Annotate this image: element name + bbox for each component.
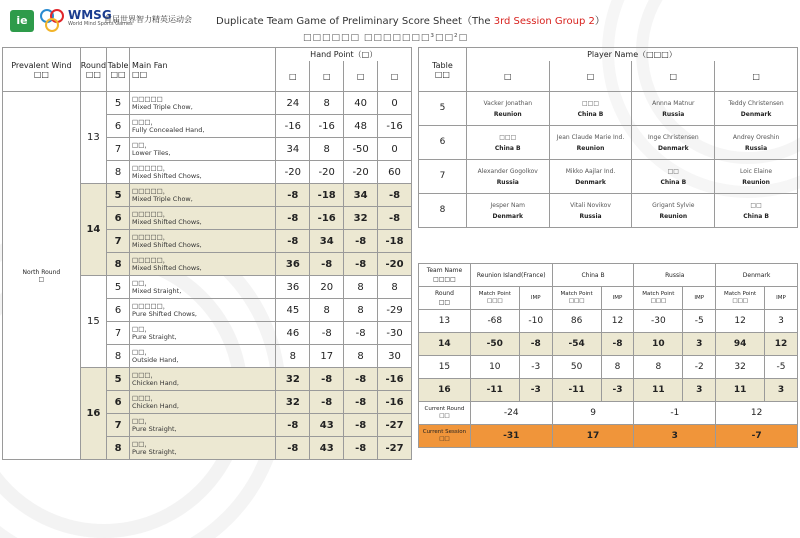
table-number: 6 bbox=[107, 391, 130, 414]
player-row bbox=[419, 194, 798, 228]
current-session-value: -7 bbox=[716, 425, 798, 448]
imp-value: -5 bbox=[765, 356, 798, 379]
imp-value: 12 bbox=[765, 333, 798, 356]
table-number: 7 bbox=[107, 138, 130, 161]
hand-point: -8 bbox=[276, 414, 310, 437]
player-country: Denmark bbox=[575, 178, 606, 186]
match-point-value: -11 bbox=[470, 379, 519, 402]
player-country: Denmark bbox=[658, 144, 689, 152]
hand-point: 60 bbox=[378, 161, 412, 184]
header-table: Table □□ bbox=[107, 48, 130, 92]
team-score-table bbox=[418, 263, 798, 448]
player-cell bbox=[466, 126, 549, 160]
player-name: Vacker Jonathan bbox=[483, 99, 532, 107]
player-country: Reunion bbox=[493, 110, 522, 118]
hand-point: 34 bbox=[344, 184, 378, 207]
imp-value: 3 bbox=[683, 333, 716, 356]
player-header-table: Table □□ bbox=[419, 48, 467, 92]
team-name-denmark: Denmark bbox=[716, 264, 798, 287]
hand-point: 34 bbox=[310, 230, 344, 253]
imp-header: IMP bbox=[519, 287, 552, 310]
match-point-value: 94 bbox=[716, 333, 765, 356]
player-cell bbox=[549, 92, 632, 126]
player-cell bbox=[466, 92, 549, 126]
hand-point: 8 bbox=[344, 276, 378, 299]
match-point-value: 8 bbox=[634, 356, 683, 379]
round-number: 14 bbox=[80, 184, 106, 276]
imp-value: -2 bbox=[683, 356, 716, 379]
player-header-south: □ bbox=[549, 61, 632, 92]
player-table-number: 8 bbox=[419, 194, 467, 228]
score-round-label: Round □□ bbox=[419, 287, 471, 310]
header-wind-east: □ bbox=[276, 61, 310, 92]
player-cell bbox=[715, 160, 798, 194]
hand-point: 8 bbox=[276, 345, 310, 368]
player-name: Loic Elaine bbox=[740, 167, 773, 175]
current-round-value: 12 bbox=[716, 402, 798, 425]
hand-point: 0 bbox=[378, 138, 412, 161]
score-round-number: 14 bbox=[419, 333, 471, 356]
page-header bbox=[0, 0, 800, 46]
team-name-russia: Russia bbox=[634, 264, 716, 287]
header-wind-north: □ bbox=[378, 61, 412, 92]
imp-value: 3 bbox=[765, 310, 798, 333]
table-number: 7 bbox=[107, 230, 130, 253]
page-subtitle: □□□□□□ □□□□□□□³□□²□ bbox=[303, 33, 469, 43]
organizer-name: 首届世界智力精英运动会 bbox=[104, 15, 192, 24]
player-cell bbox=[715, 194, 798, 228]
player-name: □□□ bbox=[582, 99, 600, 107]
player-name: □□ bbox=[667, 167, 679, 175]
match-point-value: -54 bbox=[552, 333, 601, 356]
table-number: 8 bbox=[107, 253, 130, 276]
main-fan: □□□， Fully Concealed Hand, bbox=[130, 115, 276, 138]
player-country: China B bbox=[660, 178, 687, 186]
player-name: □□ bbox=[750, 201, 762, 209]
score-row bbox=[419, 333, 798, 356]
hand-point: 43 bbox=[310, 437, 344, 460]
hand-point: 8 bbox=[310, 299, 344, 322]
table-number: 6 bbox=[107, 299, 130, 322]
main-fan: □□□， Chicken Hand, bbox=[130, 368, 276, 391]
player-name: Mikko Aajlar Ind. bbox=[565, 167, 616, 175]
table-number: 6 bbox=[107, 207, 130, 230]
imp-value: -3 bbox=[519, 356, 552, 379]
round-number: 16 bbox=[80, 368, 106, 460]
hand-point: 24 bbox=[276, 92, 310, 115]
hand-point: -20 bbox=[276, 161, 310, 184]
hand-point: -8 bbox=[310, 253, 344, 276]
table-number: 7 bbox=[107, 322, 130, 345]
hand-point: -29 bbox=[378, 299, 412, 322]
hand-point: -20 bbox=[310, 161, 344, 184]
current-session-label: Current Session □□ bbox=[419, 425, 471, 448]
current-round-value: -24 bbox=[470, 402, 552, 425]
hand-point: -16 bbox=[378, 391, 412, 414]
hand-point: -8 bbox=[344, 437, 378, 460]
rings-logo-icon bbox=[40, 9, 64, 33]
player-name: Jean Claude Marie Ind. bbox=[556, 133, 625, 141]
player-country: Russia bbox=[496, 178, 519, 186]
hand-point: -8 bbox=[378, 207, 412, 230]
player-cell bbox=[466, 194, 549, 228]
round-number: 13 bbox=[80, 92, 106, 184]
player-name: Jesper Nam bbox=[490, 201, 525, 209]
imp-value: -3 bbox=[519, 379, 552, 402]
score-row bbox=[419, 379, 798, 402]
team-name-label: Team Name □□□□ bbox=[419, 264, 471, 287]
hand-point: -27 bbox=[378, 414, 412, 437]
match-point-header: Match Point □□□ bbox=[552, 287, 601, 310]
player-country: Denmark bbox=[740, 110, 772, 118]
table-number: 5 bbox=[107, 184, 130, 207]
current-session-row bbox=[419, 425, 798, 448]
player-country: Denmark bbox=[492, 212, 524, 220]
player-table-number: 5 bbox=[419, 92, 467, 126]
hand-point: -8 bbox=[276, 207, 310, 230]
score-round-number: 16 bbox=[419, 379, 471, 402]
hand-point: -16 bbox=[378, 368, 412, 391]
hand-point: -8 bbox=[276, 230, 310, 253]
main-fan: □□， Pure Straight, bbox=[130, 322, 276, 345]
current-session-value: 3 bbox=[634, 425, 716, 448]
match-point-value: 86 bbox=[552, 310, 601, 333]
player-name: Vitali Novikov bbox=[570, 201, 611, 209]
hand-point: 32 bbox=[344, 207, 378, 230]
hand-point: -18 bbox=[310, 184, 344, 207]
player-cell bbox=[632, 92, 715, 126]
match-point-value: 10 bbox=[470, 356, 519, 379]
match-point-value: -68 bbox=[470, 310, 519, 333]
hand-point: -50 bbox=[344, 138, 378, 161]
match-point-header: Match Point □□□ bbox=[470, 287, 519, 310]
match-point-value: 11 bbox=[634, 379, 683, 402]
hand-point: -18 bbox=[378, 230, 412, 253]
hand-point: 8 bbox=[344, 299, 378, 322]
main-fan: □□， Mixed Straight, bbox=[130, 276, 276, 299]
hand-point: 48 bbox=[344, 115, 378, 138]
player-name: Alexander Gogolkov bbox=[477, 167, 538, 175]
team-name-china-b: China B bbox=[552, 264, 634, 287]
current-round-row bbox=[419, 402, 798, 425]
player-cell bbox=[549, 126, 632, 160]
score-round-number: 15 bbox=[419, 356, 471, 379]
player-cell bbox=[632, 194, 715, 228]
match-point-value: 11 bbox=[716, 379, 765, 402]
table-number: 5 bbox=[107, 368, 130, 391]
match-point-value: 12 bbox=[716, 310, 765, 333]
current-round-value: 9 bbox=[552, 402, 634, 425]
header-wind: Prevalent Wind □□ bbox=[3, 48, 81, 92]
hand-point: -8 bbox=[344, 322, 378, 345]
player-row bbox=[419, 92, 798, 126]
hand-point: 8 bbox=[310, 92, 344, 115]
hand-point: -8 bbox=[310, 368, 344, 391]
player-country: China B bbox=[743, 212, 769, 220]
player-name: Andrey Oreshin bbox=[732, 133, 780, 141]
match-point-header: Match Point □□□ bbox=[716, 287, 765, 310]
team-name-reunion: Reunion Island(France) bbox=[470, 264, 552, 287]
player-country: China B bbox=[494, 144, 521, 152]
current-round-label: Current Round □□ bbox=[419, 402, 471, 425]
player-country: Reunion bbox=[659, 212, 688, 220]
player-name: Grigant Sylvie bbox=[652, 201, 695, 209]
hand-point: 0 bbox=[378, 92, 412, 115]
player-cell bbox=[715, 126, 798, 160]
match-point-value: -30 bbox=[634, 310, 683, 333]
imp-header: IMP bbox=[765, 287, 798, 310]
hand-point: 36 bbox=[276, 253, 310, 276]
main-fan: □□□□□， Mixed Triple Chow, bbox=[130, 184, 276, 207]
player-country: Russia bbox=[745, 144, 768, 152]
hand-point: -30 bbox=[378, 322, 412, 345]
hand-point: -8 bbox=[344, 230, 378, 253]
match-point-value: 32 bbox=[716, 356, 765, 379]
imp-value: -8 bbox=[601, 333, 634, 356]
player-country: Russia bbox=[579, 212, 602, 220]
imp-value: -5 bbox=[683, 310, 716, 333]
hand-point: -16 bbox=[310, 115, 344, 138]
hand-point: 30 bbox=[378, 345, 412, 368]
player-header-east: □ bbox=[466, 61, 549, 92]
match-point-value: 50 bbox=[552, 356, 601, 379]
hand-point: -16 bbox=[378, 115, 412, 138]
header-wind-west: □ bbox=[344, 61, 378, 92]
player-country: China B bbox=[577, 110, 604, 118]
hand-point: 40 bbox=[344, 92, 378, 115]
hand-point: 34 bbox=[276, 138, 310, 161]
player-header-west: □ bbox=[632, 61, 715, 92]
player-table-number: 6 bbox=[419, 126, 467, 160]
main-fan: □□， Pure Straight, bbox=[130, 437, 276, 460]
imp-header: IMP bbox=[601, 287, 634, 310]
prevalent-wind-cell: North Round □ bbox=[3, 92, 81, 460]
table-number: 5 bbox=[107, 276, 130, 299]
main-fan: □□□□□， Mixed Shifted Chows, bbox=[130, 230, 276, 253]
player-name: Annna Matnur bbox=[652, 99, 695, 107]
imp-value: 12 bbox=[601, 310, 634, 333]
imp-header: IMP bbox=[683, 287, 716, 310]
player-cell bbox=[632, 160, 715, 194]
table-number: 8 bbox=[107, 345, 130, 368]
player-header-north: □ bbox=[715, 61, 798, 92]
player-cell bbox=[549, 160, 632, 194]
hand-row bbox=[3, 92, 412, 115]
hand-point: -8 bbox=[344, 414, 378, 437]
table-number: 7 bbox=[107, 414, 130, 437]
hand-point: 8 bbox=[344, 345, 378, 368]
hand-point: -8 bbox=[310, 322, 344, 345]
page-title: Duplicate Team Game of Preliminary Score Sheet（The 3rd Session Group 2） bbox=[216, 16, 605, 27]
hand-point: 43 bbox=[310, 414, 344, 437]
header-hand-point: Hand Point（□） bbox=[276, 48, 412, 62]
player-country: Reunion bbox=[576, 144, 605, 152]
player-cell bbox=[715, 92, 798, 126]
main-fan: □□□□□， Mixed Shifted Chows, bbox=[130, 253, 276, 276]
hand-points-table bbox=[2, 47, 412, 460]
imp-value: -3 bbox=[601, 379, 634, 402]
main-fan: □□□□□ Mixed Triple Chow, bbox=[130, 92, 276, 115]
hand-point: -20 bbox=[378, 253, 412, 276]
hand-point: -8 bbox=[378, 184, 412, 207]
imp-value: 3 bbox=[765, 379, 798, 402]
ie-logo: ie bbox=[10, 10, 34, 32]
current-round-value: -1 bbox=[634, 402, 716, 425]
score-round-number: 13 bbox=[419, 310, 471, 333]
player-name: □□□ bbox=[499, 133, 517, 141]
hand-point: -16 bbox=[310, 207, 344, 230]
player-names-table bbox=[418, 47, 798, 228]
imp-value: 3 bbox=[683, 379, 716, 402]
main-fan: □□□□□， Pure Shifted Chows, bbox=[130, 299, 276, 322]
header-wind-south: □ bbox=[310, 61, 344, 92]
hand-point: 32 bbox=[276, 391, 310, 414]
hand-point: -8 bbox=[344, 253, 378, 276]
player-country: Russia bbox=[662, 110, 685, 118]
player-name: Teddy Christensen bbox=[728, 99, 784, 107]
imp-value: 8 bbox=[601, 356, 634, 379]
imp-value: -10 bbox=[519, 310, 552, 333]
match-point-header: Match Point □□□ bbox=[634, 287, 683, 310]
hand-point: -8 bbox=[310, 391, 344, 414]
match-point-value: 10 bbox=[634, 333, 683, 356]
current-session-value: 17 bbox=[552, 425, 634, 448]
player-name: Inge Christensen bbox=[647, 133, 699, 141]
header-main-fan: Main Fan □□ bbox=[130, 48, 276, 92]
wmsg-logo: WMSG World Mind Sports Games bbox=[68, 8, 133, 27]
hand-point: -20 bbox=[344, 161, 378, 184]
main-fan: □□， Outside Hand, bbox=[130, 345, 276, 368]
hand-point: 46 bbox=[276, 322, 310, 345]
hand-point: -8 bbox=[276, 184, 310, 207]
main-fan: □□， Lower Tiles, bbox=[130, 138, 276, 161]
table-number: 8 bbox=[107, 161, 130, 184]
hand-point: -27 bbox=[378, 437, 412, 460]
player-cell bbox=[632, 126, 715, 160]
player-country: Reunion bbox=[742, 178, 770, 186]
score-row bbox=[419, 310, 798, 333]
table-number: 5 bbox=[107, 92, 130, 115]
match-point-value: -50 bbox=[470, 333, 519, 356]
hand-point: 17 bbox=[310, 345, 344, 368]
player-row bbox=[419, 126, 798, 160]
hand-point: -8 bbox=[344, 391, 378, 414]
hand-point: 8 bbox=[378, 276, 412, 299]
hand-point: 20 bbox=[310, 276, 344, 299]
hand-point: -8 bbox=[344, 368, 378, 391]
player-header-name: Player Name（□□□） bbox=[466, 48, 797, 62]
match-point-value: -11 bbox=[552, 379, 601, 402]
imp-value: -8 bbox=[519, 333, 552, 356]
main-fan: □□， Pure Straight, bbox=[130, 414, 276, 437]
hand-point: 45 bbox=[276, 299, 310, 322]
header-round: Round □□ bbox=[80, 48, 106, 92]
hand-point: 36 bbox=[276, 276, 310, 299]
table-number: 6 bbox=[107, 115, 130, 138]
player-table-number: 7 bbox=[419, 160, 467, 194]
current-session-value: -31 bbox=[470, 425, 552, 448]
hand-point: 8 bbox=[310, 138, 344, 161]
main-fan: □□□□□， Mixed Shifted Chows, bbox=[130, 161, 276, 184]
main-fan: □□□□□， Mixed Shifted Chows, bbox=[130, 207, 276, 230]
score-row bbox=[419, 356, 798, 379]
hand-point: 32 bbox=[276, 368, 310, 391]
player-cell bbox=[466, 160, 549, 194]
player-row bbox=[419, 160, 798, 194]
main-fan: □□□， Chicken Hand, bbox=[130, 391, 276, 414]
round-number: 15 bbox=[80, 276, 106, 368]
table-number: 8 bbox=[107, 437, 130, 460]
hand-point: -8 bbox=[276, 437, 310, 460]
player-cell bbox=[549, 194, 632, 228]
hand-point: -16 bbox=[276, 115, 310, 138]
